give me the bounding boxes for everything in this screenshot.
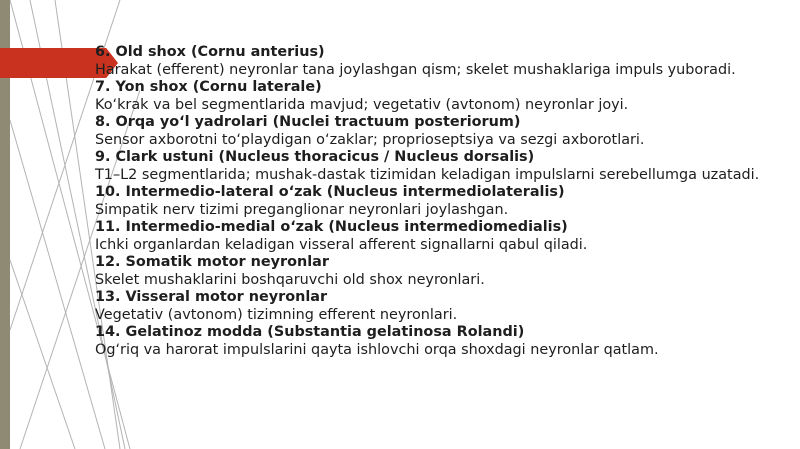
item-text: Ko‘krak va bel segmentlarida mavjud; vegetativ (avtonom) neyronlar joyi. bbox=[95, 96, 629, 113]
item-text: Skelet mushaklarini boshqaruvchi old shox neyronlari. bbox=[95, 271, 485, 288]
item-text: Sensor axborotni to‘playdigan o‘zaklar; proprioseptsiya va sezgi axborotlari. bbox=[95, 131, 645, 148]
item-text: Simpatik nerv tizimi preganglionar neyronlari joylashgan. bbox=[95, 201, 509, 218]
item-text: Og‘riq va harorat impulslarini qayta ishlovchi orqa shoxdagi neyronlar qatlam. bbox=[95, 341, 659, 358]
item-text: Ichki organlardan keladigan visseral afferent signallarni qabul qiladi. bbox=[95, 236, 588, 253]
item-title: 10. Intermedio-lateral o‘zak (Nucleus intermediolateralis) bbox=[95, 184, 565, 200]
item-text: T1–L2 segmentlarida; mushak-dastak tizimidan keladigan impulslarni serebellumga uzatadi. bbox=[95, 166, 760, 183]
item-title: 13. Visseral motor neyronlar bbox=[95, 289, 328, 305]
item-title: 14. Gelatinoz modda (Substantia gelatinosa Rolandi) bbox=[95, 324, 525, 340]
item-title: 9. Clark ustuni (Nucleus thoracicus / Nucleus dorsalis) bbox=[95, 149, 535, 165]
item-text: Vegetativ (avtonom) tizimning efferent neyronlari. bbox=[95, 306, 458, 323]
slide-content bbox=[95, 44, 785, 359]
item-text: Harakat (efferent) neyronlar tana joylashgan qism; skelet mushaklariga impuls yuboradi. bbox=[95, 61, 736, 78]
item-title: 11. Intermedio-medial o‘zak (Nucleus intermediomedialis) bbox=[95, 219, 568, 235]
item-title: 12. Somatik motor neyronlar bbox=[95, 254, 329, 270]
item-title: 7. Yon shox (Cornu laterale) bbox=[95, 79, 322, 95]
item-title: 8. Orqa yo‘l yadrolari (Nuclei tractuum posteriorum) bbox=[95, 114, 521, 130]
item-title: 6. Old shox (Cornu anterius) bbox=[95, 44, 325, 60]
